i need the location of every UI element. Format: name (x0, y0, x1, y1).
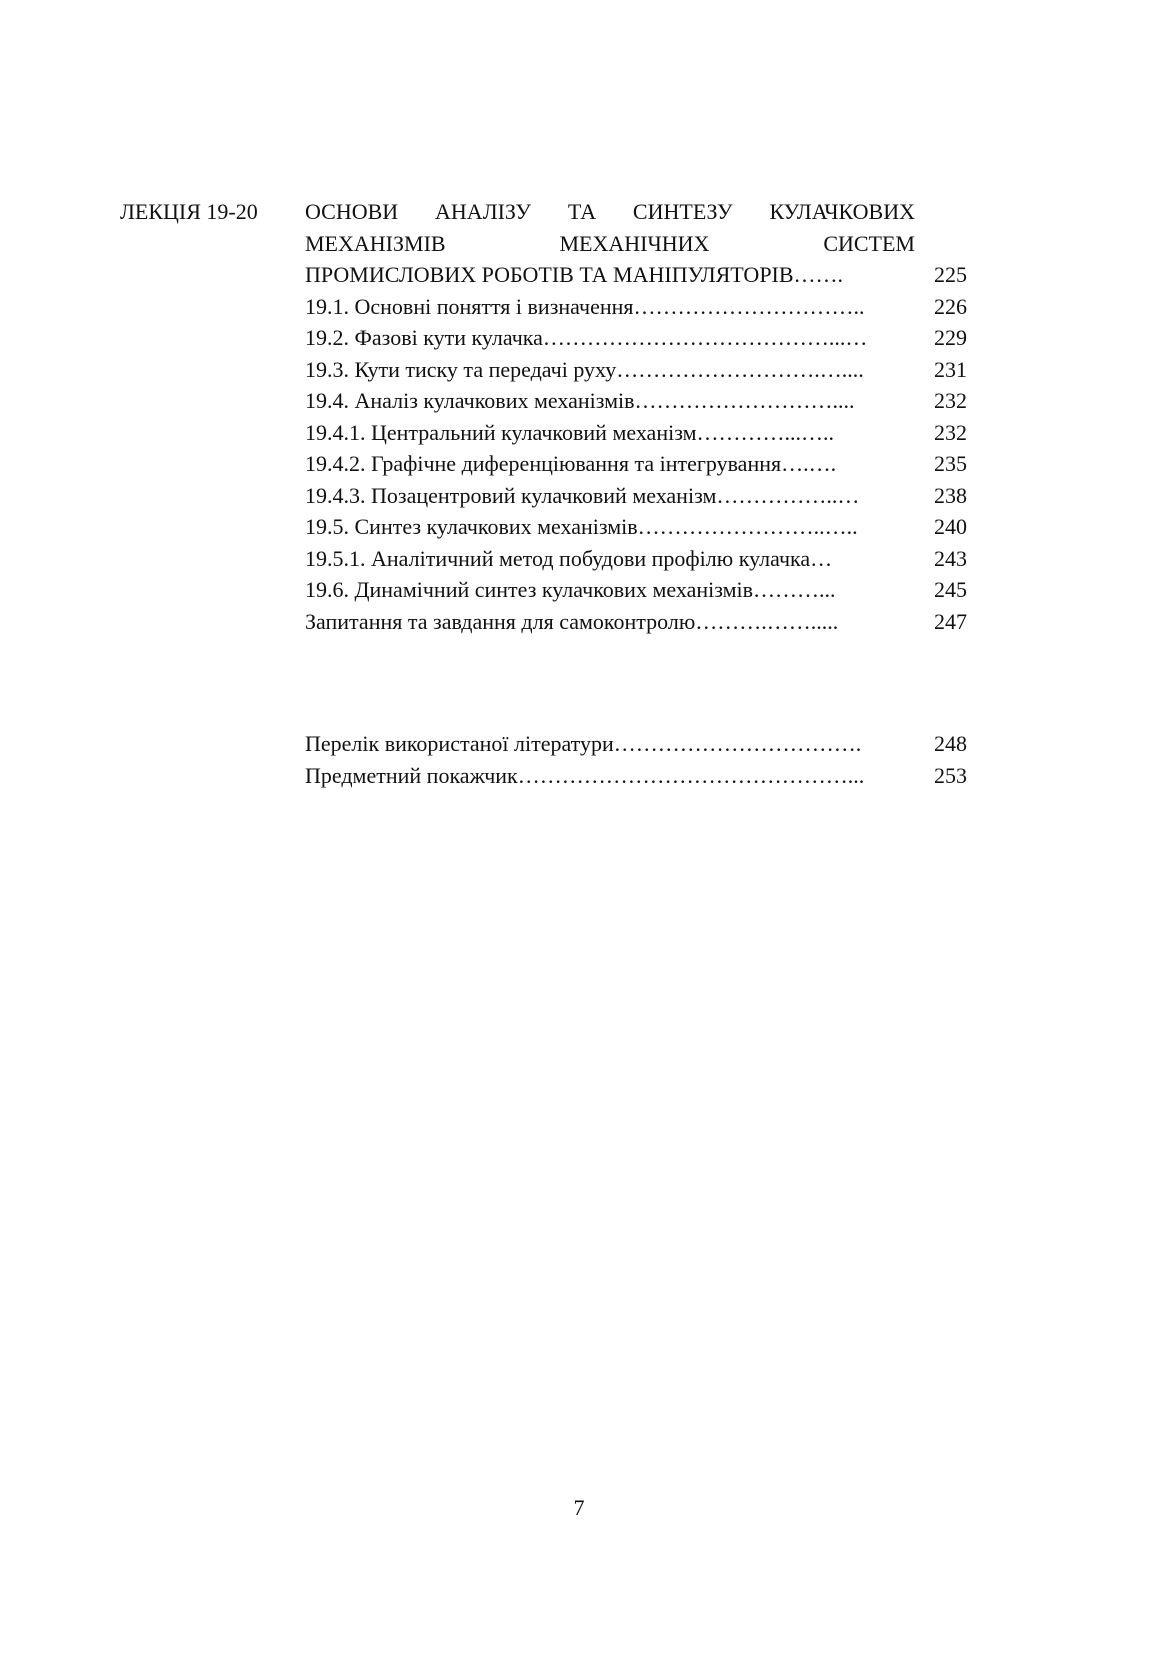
lecture-title-line-1: ОСНОВИ АНАЛІЗУ ТА СИНТЕЗУ КУЛАЧКОВИХ (305, 199, 915, 224)
toc-entry-page: 253 (934, 762, 967, 788)
toc-entry-page: 231 (934, 356, 967, 382)
page-number: 7 (573, 1495, 585, 1520)
toc-entry-page: 240 (934, 514, 967, 539)
toc-entry (120, 480, 967, 512)
toc-entry-text: 19.5. Синтез кулачкових механізмів……………………..….. (305, 514, 858, 539)
toc-entry (120, 385, 967, 417)
toc-entry-text: 19.4.3. Позацентровий кулачковий механізм……………..… (305, 482, 860, 508)
toc-entry-page: 226 (934, 293, 967, 319)
lecture-title-line-2: МЕХАНІЗМІВ МЕХАНІЧНИХ СИСТЕМ (305, 230, 915, 256)
toc-entry-page: 245 (934, 577, 967, 602)
toc-entry-text: 19.3. Кути тиску та передачі руху……………………….….... (305, 356, 864, 382)
toc-entry-text: 19.6. Динамічний синтез кулачкових механізмів………... (305, 577, 836, 602)
back-matter-section (120, 728, 967, 791)
toc-entry-text: 19.4. Аналіз кулачкових механізмів……………………….... (305, 388, 855, 413)
toc-entry (120, 417, 967, 449)
toc-entry-text: 19.5.1. Аналітичний метод побудови профілю кулачка… (305, 545, 833, 571)
toc-entry (120, 354, 967, 386)
lecture-title (305, 196, 915, 291)
toc-entry (120, 322, 967, 354)
toc-entry-page: 243 (934, 545, 967, 571)
toc-entry-page: 232 (934, 388, 967, 413)
lecture-page-number: 225 (934, 262, 967, 287)
toc-entry-page: 248 (934, 731, 967, 756)
lecture-heading-row (120, 196, 967, 291)
toc-entry-text: Перелік використаної літератури……………………………. (305, 731, 862, 756)
toc-entry-page: 238 (934, 482, 967, 508)
toc-entry-page: 247 (934, 608, 967, 634)
table-of-contents (120, 196, 967, 791)
toc-entry (120, 291, 967, 323)
toc-entry-text: 19.4.2. Графічне диференціювання та інтегрування….…. (305, 451, 837, 476)
lecture-title-line-3: ПРОМИСЛОВИХ РОБОТІВ ТА МАНІПУЛЯТОРІВ……. (305, 262, 844, 287)
toc-entry-page: 235 (934, 451, 967, 476)
toc-entry (120, 574, 967, 606)
toc-entry-page: 232 (934, 419, 967, 445)
toc-entry (120, 448, 967, 480)
toc-entry-text: 19.4.1. Центральний кулачковий механізм…………...….. (305, 419, 834, 445)
toc-entry-text: 19.2. Фазові кути кулачка…………………………………...… (305, 325, 868, 350)
toc-entry (120, 728, 967, 760)
toc-entry (120, 511, 967, 543)
toc-entry-text: 19.1. Основні поняття і визначення………………………….. (305, 293, 865, 319)
toc-entry (120, 760, 967, 792)
toc-entry (120, 543, 967, 575)
toc-entry-text: Предметний покажчик………………………………………... (305, 762, 865, 788)
toc-entry (120, 606, 967, 638)
toc-entry-text: Запитання та завдання для самоконтролю……….……..... (305, 608, 839, 634)
lecture-label: ЛЕКЦІЯ 19-20 (120, 199, 258, 224)
toc-entry-page: 229 (934, 325, 967, 350)
